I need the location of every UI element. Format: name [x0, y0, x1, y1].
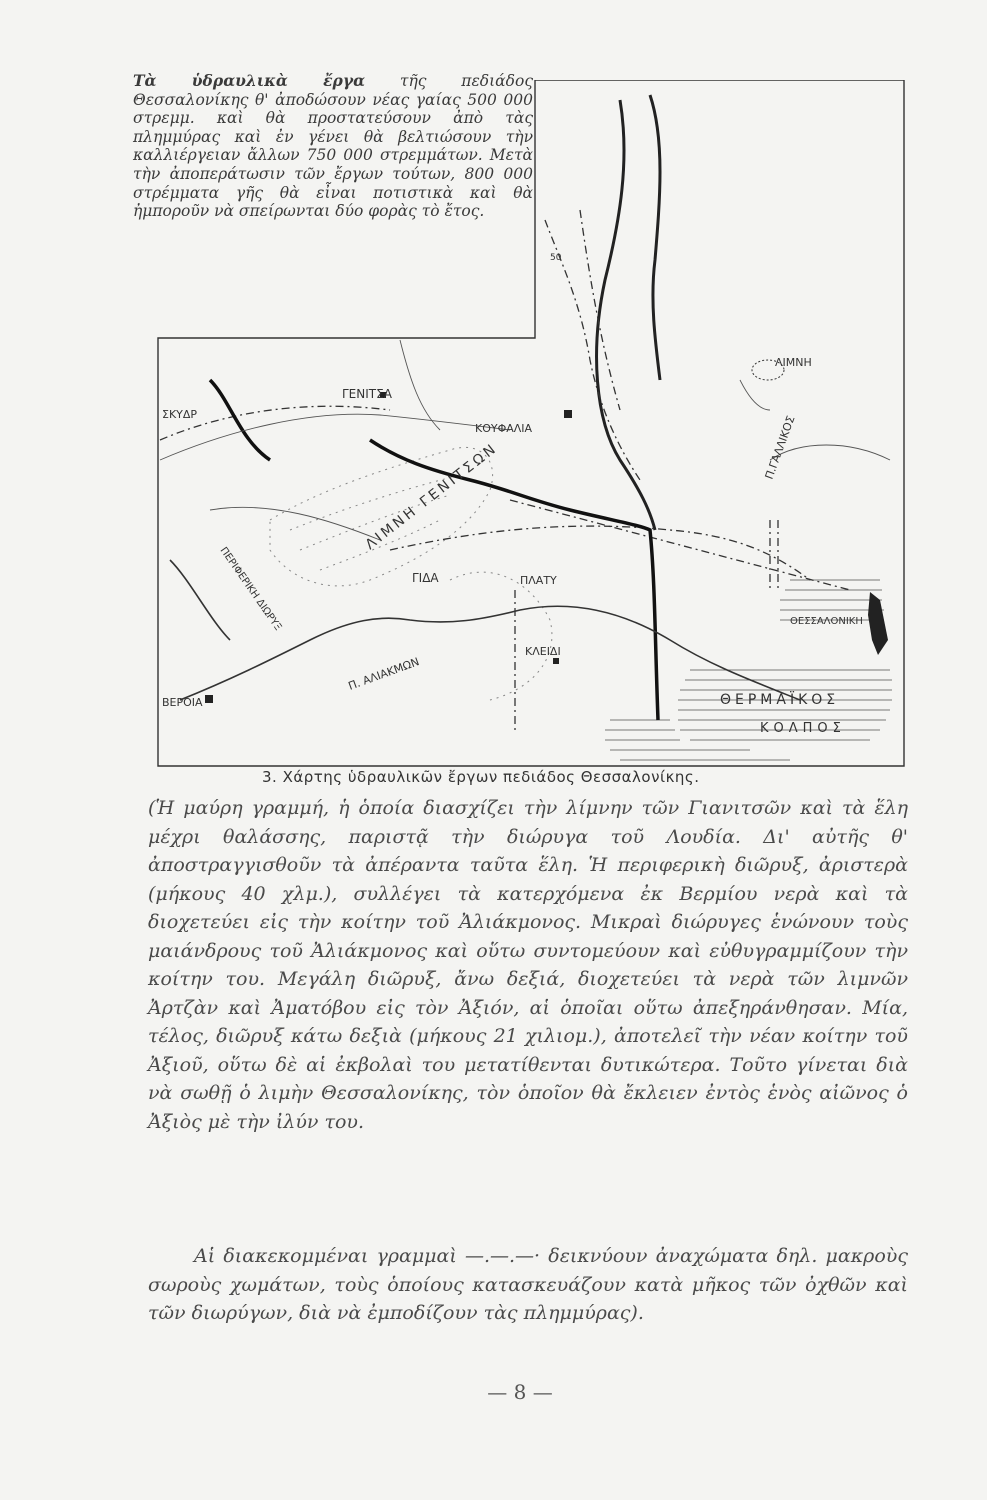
label-aliakmon: Π. ΑΛΙΑΚΜΩΝ — [346, 655, 421, 693]
label-kleidi: ΚΛΕΙΔΙ — [525, 645, 561, 658]
label-plati: ΠΛΑΤΥ — [520, 574, 557, 587]
map-caption: 3. Χάρτης ὑδραυλικῶν ἔργων πεδιάδος Θεσσαλονίκης. — [262, 768, 700, 786]
legend-paragraph: Αἱ διακεκομμέναι γραμμαὶ —.—.—· δεικνύουν ἀναχώματα δηλ. μακροὺς σωροὺς χωμάτων, τοὺς ὁποίους κατασκευάζουν κατὰ μῆκος τῶν ὀχθῶν καὶ τῶν διωρύγων, διὰ νὰ ἐμποδίζουν τὰς πλημμύρας). — [148, 1245, 908, 1324]
intro-text: τῆς πεδιάδος Θεσσαλονίκης θ' ἀποδώσουν νέας γαίας 500 000 στρεμμ. καὶ θὰ προστατεύσουν ἀπὸ τὰς πλημμύρας καὶ ἐν γένει θὰ βελτιώσουν τὴν καλλιέργειαν ἄλλων 750 000 στρεμμάτων. Μετὰ τὴν ἀποπεράτωσιν τῶν ἔργων τούτων, 800 000 στρέμματα γῆς θὰ εἶναι ποτιστικὰ καὶ θὰ ἠμποροῦν νὰ σπείρωνται δύο φορὰς τὸ ἔτος. — [133, 72, 533, 221]
gulf-hatching — [605, 580, 892, 760]
label-kolpos: ΚΟΛΠΟΣ — [760, 721, 846, 736]
label-axios: Π.ΓΑΛΛΙΚΟΣ — [762, 414, 798, 482]
label-gida: ΓΙΔΑ — [412, 571, 439, 585]
label-thermaikos: ΘΕΡΜΑΪΚΟΣ — [720, 692, 840, 708]
dashed-embankments — [160, 210, 850, 730]
body-paragraph: (Ἡ μαύρη γραμμή, ἡ ὁποία διασχίζει τὴν λίμνην τῶν Γιανιτσῶν καὶ τὰ ἕλη μέχρι θαλάσσης, παριστᾷ τὴν διώρυγα τοῦ Λουδία. Δι' αὐτῆς θ' ἀποστραγγισθοῦν τὰ ἀπέραντα ταῦτα ἕλη. Ἡ περιφερικὴ διῶρυξ, ἀριστερὰ (μήκους 40 χλμ.), συλλέγει τὰ κατερχόμενα ἐκ Βερμίου νερὰ καὶ τὰ διοχετεύει εἰς τὴν κοίτην τοῦ Ἀλιάκμονος. Μικραὶ διώρυγες ἑνώνουν τοὺς μαιάνδρους τοῦ Ἀλιάκμονος καὶ οὕτω συντομεύουν καὶ εὐθυγραμμίζουν τὴν κοίτην του. Μεγάλη διῶρυξ, ἄνω δεξιά, διοχετεύει τὰ νερὰ τῶν λιμνῶν Ἀρτζὰν καὶ Ἀματόβου εἰς τὸν Ἀξιόν, αἱ ὁποῖαι οὕτω ἀπεξηράνθησαν. Μία, τέλος, διῶρυξ κάτω δεξιὰ (μήκους 21 χιλιομ.), ἀποτελεῖ τὴν νέαν κοίτην τοῦ Ἀξιοῦ, οὕτω δὲ αἱ ἐκβολαὶ του μετατίθενται δυτικώτερα. Τοῦτο γίνεται διὰ νὰ σωθῇ ὁ λιμὴν Θεσσαλονίκης, τὸν ὁποῖον θὰ ἔκλειεν ἐντὸς ἑνὸς αἰῶνος ὁ Ἀξιὸς μὲ τὴν ἰλύν του. — [148, 797, 908, 1133]
label-kufalia: ΚΟΥΦΑΛΙΑ — [475, 422, 533, 435]
town-markers — [205, 392, 572, 703]
axios-canal — [597, 95, 660, 530]
label-thessaloniki: ΘΕΣΣΑΛΟΝΙΚΗ — [790, 616, 863, 627]
label-skydra: ΣΚΥΔΡ — [162, 408, 198, 421]
aliakmon-river — [170, 560, 800, 700]
label-periferiki: ΠΕΡΙΦΕΡΙΚΗ ΔΙΩΡΥΞ — [217, 545, 284, 633]
label-veroia: ΒΕΡΟΙΑ — [162, 696, 203, 709]
hydraulic-works-map — [150, 80, 906, 768]
label-contour-50: 50 — [550, 253, 562, 263]
label-limni: ΛΙΜΝΗ — [775, 356, 812, 369]
label-gianitsa: ΓΕΝΙΤΣΑ — [342, 387, 392, 401]
thessaloniki-coast — [868, 592, 888, 655]
intro-lead: Τὰ ὑδραυλικὰ ἔργα — [133, 71, 366, 90]
page-number: — 8 — — [487, 1380, 553, 1404]
loudias-canal — [210, 380, 658, 720]
label-lake: ΛΙΜΝΗ ΓΕΝΙΤΣΩΝ — [362, 440, 501, 554]
